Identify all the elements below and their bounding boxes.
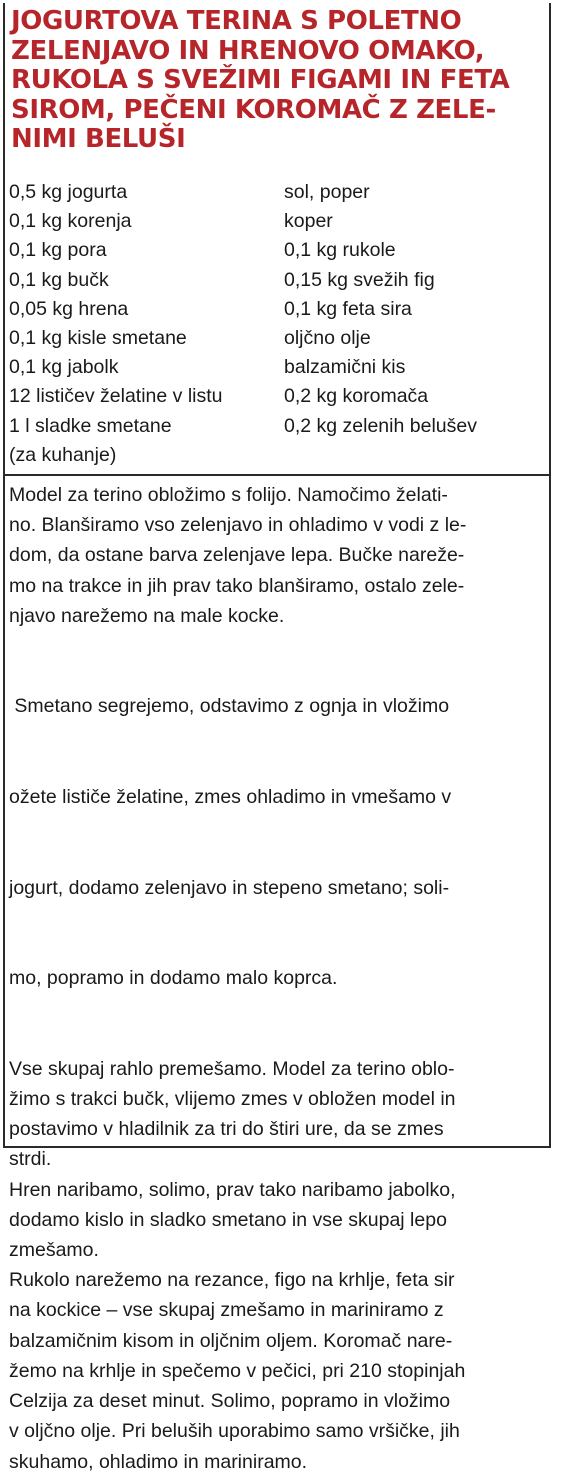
text-line: dodamo kislo in sladko smetano in vse skupaj lepo: [9, 1208, 447, 1231]
ingredient-item: 1 l sladke smetane: [9, 414, 172, 437]
text-line: mo na trakce in jih prav tako blanširamo, ostalo zele-: [9, 574, 465, 597]
text-line: Smetano segrejemo, odstavimo z ognja in vložimo: [9, 695, 450, 718]
text-line: žemo na krhlje in spečemo v pečici, pri 210 stopinjah: [9, 1359, 466, 1382]
text-line: zmešamo.: [9, 1239, 99, 1262]
title-line: RUKOLA S SVEŽIMI FIGAMI IN FETA: [11, 65, 510, 95]
text-line: strdi.: [9, 1148, 52, 1171]
ingredient-item: (za kuhanje): [9, 443, 117, 466]
title-line: JOGURTOVA TERINA S POLETNO: [11, 6, 462, 36]
ingredient-item: koper: [284, 210, 333, 233]
text-line: mo, popramo in dodamo malo koprca.: [9, 967, 338, 990]
ingredient-item: sol, poper: [284, 181, 370, 203]
recipe-title: [11, 7, 531, 155]
ingredient-item: 0,1 kg korenja: [9, 210, 132, 233]
ingredient-item: 0,1 kg jabolk: [9, 356, 119, 379]
text-line: v oljčno olje. Pri beluših uporabimo samo vršičke, jih: [9, 1420, 460, 1443]
ingredient-item: balzamični kis: [284, 356, 406, 379]
ingredient-item: 0,2 kg koromača: [284, 385, 429, 408]
ingredient-item: 0,05 kg hrena: [9, 297, 129, 320]
ingredient-item: 0,1 kg kisle smetane: [9, 327, 187, 350]
text-line: Hren naribamo, solimo, prav tako naribamo jabolko,: [9, 1178, 456, 1201]
text-line: njavo narežemo na male kocke.: [9, 604, 285, 627]
instruction-paragraph: [9, 480, 541, 631]
text-line: ožete lističe želatine, zmes ohladimo in vmešamo v: [9, 786, 452, 809]
section-divider: [3, 474, 549, 476]
text-line: skuhamo, ohladimo in mariniramo.: [9, 1450, 308, 1473]
text-line: jogurt, dodamo zelenjavo in stepeno smetano; soli-: [9, 876, 450, 899]
ingredient-item: 0,1 kg pora: [9, 239, 107, 262]
text-line: na kockice – vse skupaj zmešamo in mariniramo z: [9, 1299, 444, 1322]
text-line: balzamičnim kisom in oljčnim oljem. Koromač nare-: [9, 1329, 453, 1352]
title-line: SIROM, PEČENI KOROMAČ Z ZELE-: [11, 94, 496, 125]
text-line: žimo s trakci bučk, vlijemo zmes v obložen model in: [9, 1088, 456, 1111]
instruction-paragraph: [9, 1175, 541, 1266]
ingredient-item: 0,1 kg bučk: [9, 268, 109, 291]
ingredient-item: 0,15 kg svežih fig: [284, 268, 435, 291]
text-line: Vse skupaj rahlo premešamo. Model za terino oblo-: [9, 1057, 455, 1080]
title-line: ZELENJAVO IN HRENOVO OMAKO,: [11, 35, 485, 66]
text-line: Rukolo narežemo na rezance, figo na krhlje, feta sir: [9, 1269, 455, 1292]
instruction-paragraph: [9, 631, 541, 1054]
instruction-paragraph: [9, 1265, 541, 1476]
recipe-instructions: [9, 480, 541, 1477]
ingredients-list-right: [284, 178, 544, 441]
text-line: no. Blanširamo vso zelenjavo in ohladimo v vodi z le-: [9, 514, 467, 537]
text-line: postavimo v hladilnik za tri do štiri ure, da se zmes: [9, 1118, 444, 1141]
ingredient-item: 0,1 kg rukole: [284, 239, 396, 262]
ingredients-list-left: [9, 178, 274, 470]
ingredient-item: 0,5 kg jogurta: [9, 181, 128, 203]
ingredient-item: 0,1 kg feta sira: [284, 297, 412, 320]
ingredient-item: oljčno olje: [284, 327, 371, 350]
text-line: Model za terino obložimo s folijo. Namočimo želati-: [9, 484, 448, 506]
text-line: Celzija za deset minut. Solimo, popramo in vložimo: [9, 1390, 451, 1413]
ingredient-item: 12 lističev želatine v listu: [9, 385, 223, 408]
title-line: NIMI BELUŠI: [11, 124, 186, 154]
text-line: dom, da ostane barva zelenjave lepa. Bučke nareže-: [9, 544, 465, 567]
ingredient-item: 0,2 kg zelenih belušev: [284, 414, 477, 437]
instruction-paragraph: [9, 1054, 541, 1175]
